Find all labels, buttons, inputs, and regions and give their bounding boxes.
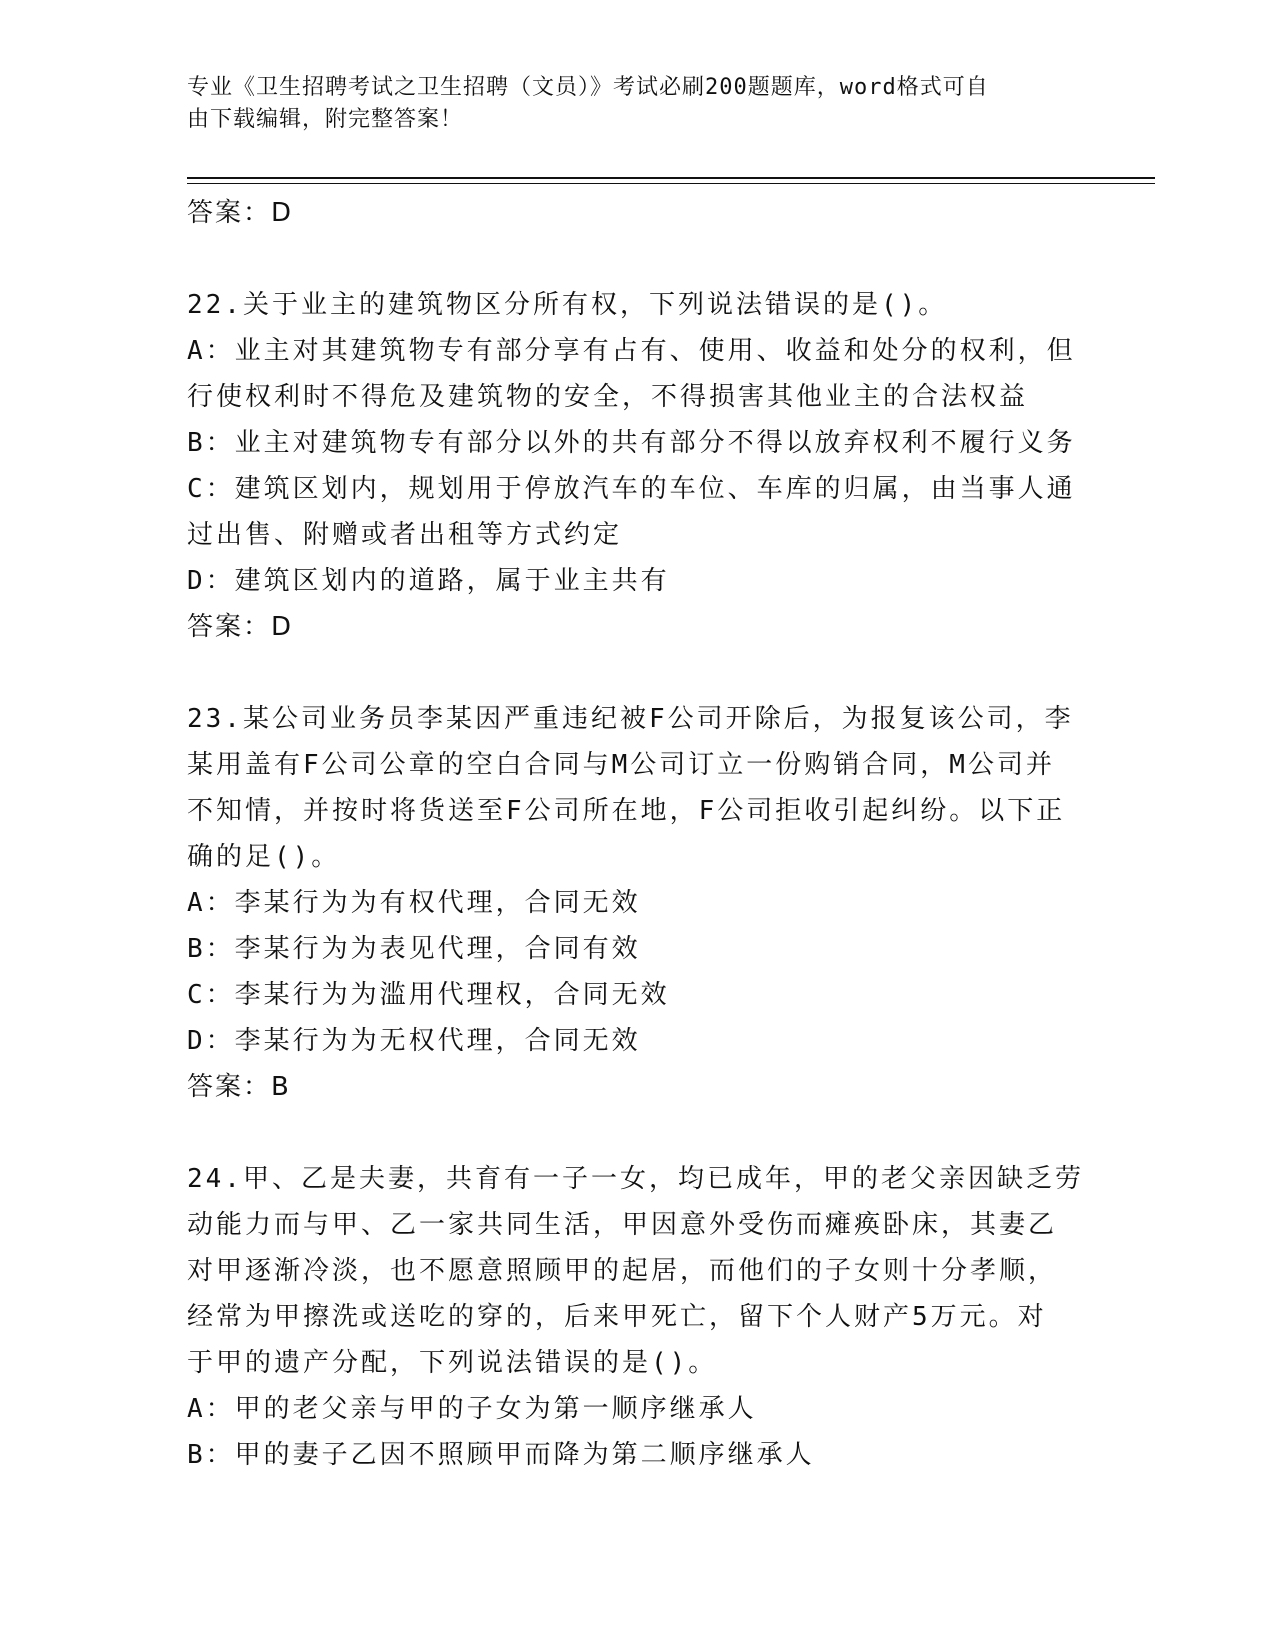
header-line-1: 专业《卫生招聘考试之卫生招聘（文员）》考试必刷200题题库，word格式可自 [187,75,989,100]
question-text-continued: 于甲的遗产分配，下列说法错误的是()。 [187,1348,718,1378]
option-a-continued: 行使权利时不得危及建筑物的安全，不得损害其他业主的合法权益 [187,382,1029,412]
answer-line: 答案：B [187,1072,291,1102]
header-line-2: 由下载编辑，附完整答案！ [187,107,464,132]
option-d: D：建筑区划内的道路，属于业主共有 [187,566,670,596]
question-23 [187,696,1087,1110]
option-c-continued: 过出售、附赠或者出租等方式约定 [187,520,623,550]
answer-line: 答案：D [187,612,294,642]
option-d: D：李某行为为无权代理，合同无效 [187,1026,641,1056]
question-22 [187,282,1087,650]
document-body [187,190,1087,1478]
paragraph-gap [187,236,1087,282]
option-b: B：业主对建筑物专有部分以外的共有部分不得以放弃权利不履行义务 [187,428,1076,458]
answer-line: 答案：D [187,198,294,228]
question-text: 22.关于业主的建筑物区分所有权，下列说法错误的是()。 [187,290,948,320]
header-divider-thick [187,177,1155,179]
option-c: C：李某行为为滥用代理权，合同无效 [187,980,670,1010]
question-text-continued: 某用盖有F公司公章的空白合同与M公司订立一份购销合同，M公司并 [187,750,1055,780]
option-a: A：甲的老父亲与甲的子女为第一顺序继承人 [187,1394,757,1424]
question-text-continued: 经常为甲擦洗或送吃的穿的，后来甲死亡，留下个人财产5万元。对 [187,1302,1047,1332]
option-a: A：业主对其建筑物专有部分享有占有、使用、收益和处分的权利，但 [187,336,1076,366]
option-b: B：李某行为为表见代理，合同有效 [187,934,641,964]
question-text-continued: 对甲逐渐冷淡，也不愿意照顾甲的起居，而他们的子女则十分孝顺， [187,1256,1058,1286]
question-text-continued: 确的足()。 [187,842,341,872]
document-header [187,72,1077,136]
question-24 [187,1156,1087,1478]
header-divider-thin [187,183,1155,184]
option-c: C：建筑区划内，规划用于停放汽车的车位、车库的归属，由当事人通 [187,474,1076,504]
question-text-continued: 不知情，并按时将货送至F公司所在地，F公司拒收引起纠纷。以下正 [187,796,1066,826]
paragraph-gap [187,1110,1087,1156]
question-text: 24.甲、乙是夫妻，共育有一子一女，均已成年，甲的老父亲因缺乏劳 [187,1164,1084,1194]
question-text-continued: 动能力而与甲、乙一家共同生活，甲因意外受伤而瘫痪卧床，其妻乙 [187,1210,1058,1240]
question-text: 23.某公司业务员李某因严重违纪被F公司开除后，为报复该公司，李 [187,704,1074,734]
paragraph-gap [187,650,1087,696]
option-a: A：李某行为为有权代理，合同无效 [187,888,641,918]
option-b: B：甲的妻子乙因不照顾甲而降为第二顺序继承人 [187,1440,815,1470]
